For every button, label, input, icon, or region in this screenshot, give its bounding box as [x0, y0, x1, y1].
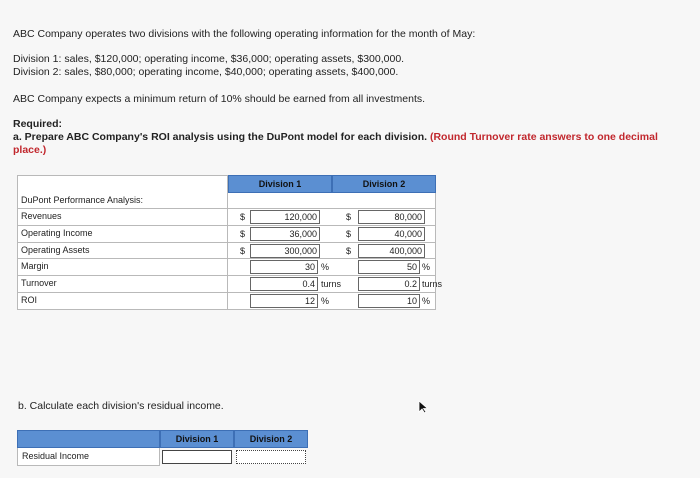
section-blank-d2 [332, 193, 436, 209]
division-2-value[interactable]: 40,000 [358, 227, 425, 241]
section-blank-d1 [228, 193, 332, 209]
row-label: Operating Income [17, 226, 228, 243]
dollar-sign: $ [240, 228, 246, 239]
division-1-header: Division 1 [160, 430, 234, 448]
row-label: Revenues [17, 209, 228, 226]
residual-income-d2-input[interactable] [236, 450, 306, 464]
dollar-sign: $ [346, 212, 352, 222]
division-1-value[interactable]: 30 [250, 260, 318, 274]
division-1-unit: turns [321, 279, 342, 290]
division-2-value[interactable]: 0.2 [358, 277, 420, 291]
mouse-cursor-icon [418, 400, 430, 414]
dollar-sign: $ [346, 245, 352, 256]
header-label-blank [17, 430, 160, 448]
division-2-header: Division 2 [332, 175, 436, 193]
residual-income-d1-input[interactable] [162, 450, 232, 464]
division-1-value[interactable]: 12 [250, 294, 318, 308]
part-b-instruction: b. Calculate each division's residual income. [18, 400, 224, 412]
row-label: ROI [17, 293, 228, 310]
dupont-table [17, 175, 443, 310]
part-a-note-continued: place.) [13, 144, 47, 156]
division-1-header: Division 1 [228, 175, 332, 193]
division-2-unit: % [422, 262, 431, 273]
division-2-unit: % [422, 296, 431, 306]
division-1-value[interactable]: 0.4 [250, 277, 318, 291]
division-2-value[interactable]: 80,000 [358, 210, 425, 224]
header-label-blank [17, 175, 228, 193]
expectation-text: ABC Company expects a minimum return of 10% should be earned from all investments. [13, 93, 426, 105]
row-label: Turnover [17, 276, 228, 293]
division-1-value[interactable]: 36,000 [250, 227, 320, 241]
residual-income-label: Residual Income [17, 448, 160, 466]
division-1-unit: % [321, 296, 330, 306]
division-2-header: Division 2 [234, 430, 308, 448]
row-label: Margin [17, 259, 228, 276]
part-a-prefix: a. Prepare ABC Company's ROI analysis using the DuPont model for each division. [13, 131, 428, 143]
dollar-sign: $ [240, 245, 246, 256]
division-2-unit: turns [422, 279, 443, 290]
intro-text: ABC Company operates two divisions with the following operating information for the month of May: [13, 28, 476, 40]
division-1-unit: % [321, 262, 330, 273]
division-2-value[interactable]: 10 [358, 294, 420, 308]
row-label: Operating Assets [17, 243, 228, 260]
division-1-value[interactable]: 300,000 [250, 244, 320, 258]
part-a-note: (Round Turnover rate answers to one decimal [429, 131, 658, 143]
division-2-value[interactable]: 50 [358, 260, 420, 274]
dollar-sign: $ [346, 228, 352, 239]
division-1-value[interactable]: 120,000 [250, 210, 320, 224]
required-label: Required: [13, 118, 63, 130]
division-2-info: Division 2: sales, $80,000; operating income, $40,000; operating assets, $400,000. [13, 66, 399, 78]
part-a-instruction [13, 131, 658, 143]
dollar-sign: $ [240, 212, 246, 222]
division-1-info: Division 1: sales, $120,000; operating income, $36,000; operating assets, $300,000. [13, 53, 405, 65]
section-title: DuPont Performance Analysis: [17, 193, 228, 209]
division-2-value[interactable]: 400,000 [358, 244, 425, 258]
